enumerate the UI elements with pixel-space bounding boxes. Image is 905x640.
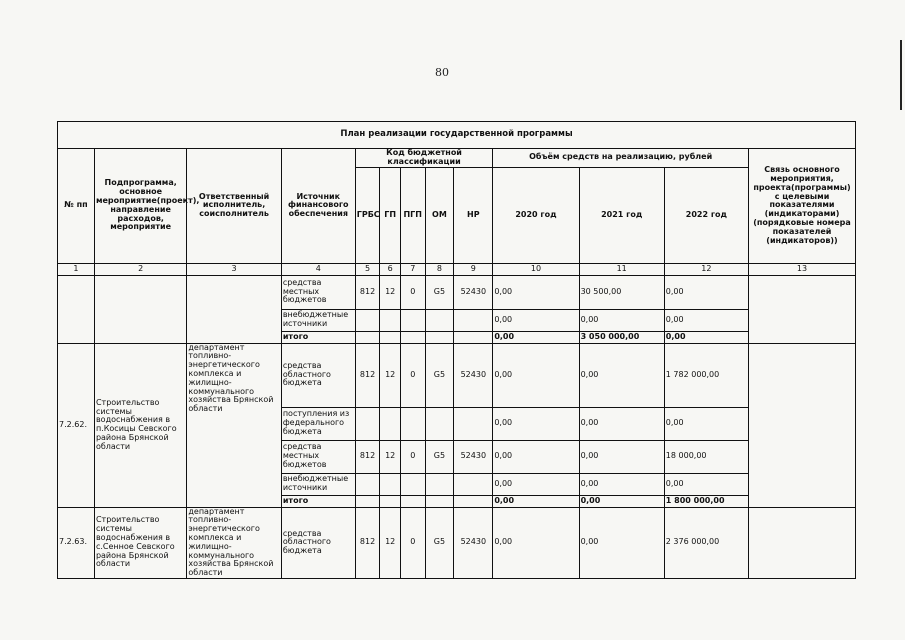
cell-source: итого [281,495,355,507]
column-number-row [58,263,856,275]
cell-2020: 0,00 [493,473,579,495]
cell-source: средства областного бюджета [281,507,355,578]
col-num: 6 [380,263,401,275]
header-volume: Объём средств на реализацию, рублей [493,149,749,168]
header-executor: Ответственный исполнитель, соисполнитель [187,149,281,264]
col-num: 13 [749,263,856,275]
cell-2020: 0,00 [493,309,579,331]
cell-2022: 0,00 [664,275,748,309]
col-num: 11 [579,263,664,275]
cell-2021: 3 050 000,00 [579,331,664,343]
cell-om: G5 [425,343,454,407]
cell-source: внебюджетные источники [281,473,355,495]
cell-source: средства местных бюджетов [281,440,355,473]
col-num: 7 [400,263,425,275]
cell-grbs [355,309,380,331]
cell-np: 52430 [454,440,493,473]
cell-2020: 0,00 [493,407,579,440]
cell-pgp: 0 [400,440,425,473]
cell-source: поступления из федерального бюджета [281,407,355,440]
header-gp: ГП [380,167,401,263]
col-num: 9 [454,263,493,275]
cell-np: 52430 [454,343,493,407]
cell-np [454,473,493,495]
cell-executor [187,275,281,343]
cell-pgp [400,331,425,343]
cell-pgp [400,309,425,331]
cell-gp: 12 [380,507,401,578]
cell-grbs: 812 [355,275,380,309]
col-num: 5 [355,263,380,275]
cell-np [454,331,493,343]
table-row [58,507,856,578]
cell-om: G5 [425,507,454,578]
cell-np: 52430 [454,275,493,309]
cell-program: Строительство системы водоснабжения в с.Сенное Севского района Брянской области [94,507,186,578]
cell-2021: 0,00 [579,309,664,331]
cell-gp [380,407,401,440]
cell-grbs [355,407,380,440]
cell-gp: 12 [380,275,401,309]
cell-om [425,331,454,343]
col-num: 1 [58,263,95,275]
cell-2020: 0,00 [493,331,579,343]
cell-executor: департамент топливно-энергетического комплекса и жилищно-коммунального хозяйства Брянской области [187,507,281,578]
cell-om [425,309,454,331]
cell-2022: 0,00 [664,407,748,440]
header-budget-code: Код бюджетной классификации [355,149,493,168]
table-title: План реализации государственной программы [58,122,856,149]
cell-np [454,495,493,507]
table-title-row [58,122,856,149]
cell-om [425,473,454,495]
header-row-1 [58,149,856,168]
cell-om [425,495,454,507]
cell-pgp: 0 [400,507,425,578]
cell-2021: 0,00 [579,473,664,495]
cell-2020: 0,00 [493,440,579,473]
cell-link [749,507,856,578]
cell-gp: 12 [380,343,401,407]
cell-num: 7.2.63. [58,507,95,578]
cell-pgp [400,473,425,495]
cell-pgp: 0 [400,275,425,309]
cell-om: G5 [425,440,454,473]
cell-gp: 12 [380,440,401,473]
cell-2022: 18 000,00 [664,440,748,473]
header-om: ОМ [425,167,454,263]
cell-pgp [400,495,425,507]
cell-num: 7.2.62. [58,343,95,507]
cell-2022: 1 782 000,00 [664,343,748,407]
header-grbs: ГРБС [355,167,380,263]
cell-program [94,275,186,343]
header-link: Связь основного мероприятия, проекта(программы) с целевыми показателями (индикаторами) (порядковые номера показателей (индикаторов)) [749,149,856,264]
cell-2020: 0,00 [493,343,579,407]
page-number: 80 [435,66,449,79]
cell-gp [380,495,401,507]
col-num: 3 [187,263,281,275]
cell-2021: 0,00 [579,343,664,407]
cell-2021: 0,00 [579,507,664,578]
cell-source: внебюджетные источники [281,309,355,331]
cell-source: средства местных бюджетов [281,275,355,309]
cell-2020: 0,00 [493,275,579,309]
cell-grbs [355,473,380,495]
cell-program: Строительство системы водоснабжения в п.Косицы Севского района Брянской области [94,343,186,507]
scan-edge-mark [900,40,902,110]
header-pgp: ПГП [400,167,425,263]
cell-grbs: 812 [355,507,380,578]
table-row [58,275,856,309]
col-num: 12 [664,263,748,275]
header-2022: 2022 год [664,167,748,263]
cell-om: G5 [425,275,454,309]
cell-np: 52430 [454,507,493,578]
cell-np [454,309,493,331]
cell-grbs: 812 [355,343,380,407]
cell-gp [380,331,401,343]
cell-2021: 0,00 [579,407,664,440]
header-source: Источник финансового обеспечения [281,149,355,264]
cell-2022: 0,00 [664,331,748,343]
program-plan-table [57,121,856,579]
cell-grbs [355,495,380,507]
cell-gp [380,309,401,331]
cell-2022: 0,00 [664,309,748,331]
cell-num [58,275,95,343]
cell-om [425,407,454,440]
col-num: 4 [281,263,355,275]
header-program: Подпрограмма, основное мероприятие(проект), направление расходов, мероприятие [94,149,186,264]
header-2021: 2021 год [579,167,664,263]
cell-np [454,407,493,440]
cell-2022: 1 800 000,00 [664,495,748,507]
cell-source: итого [281,331,355,343]
cell-link [749,343,856,507]
cell-2020: 0,00 [493,495,579,507]
cell-2021: 0,00 [579,440,664,473]
cell-grbs: 812 [355,440,380,473]
cell-2021: 0,00 [579,495,664,507]
header-num: № пп [58,149,95,264]
cell-executor: департамент топливно-энергетического комплекса и жилищно-коммунального хозяйства Брянской области [187,343,281,507]
col-num: 10 [493,263,579,275]
col-num: 2 [94,263,186,275]
cell-2022: 2 376 000,00 [664,507,748,578]
cell-link [749,275,856,343]
cell-grbs [355,331,380,343]
cell-2021: 30 500,00 [579,275,664,309]
cell-2022: 0,00 [664,473,748,495]
table-row [58,343,856,407]
header-np: НР [454,167,493,263]
header-2020: 2020 год [493,167,579,263]
cell-2020: 0,00 [493,507,579,578]
cell-gp [380,473,401,495]
cell-source: средства областного бюджета [281,343,355,407]
cell-pgp [400,407,425,440]
cell-pgp: 0 [400,343,425,407]
col-num: 8 [425,263,454,275]
